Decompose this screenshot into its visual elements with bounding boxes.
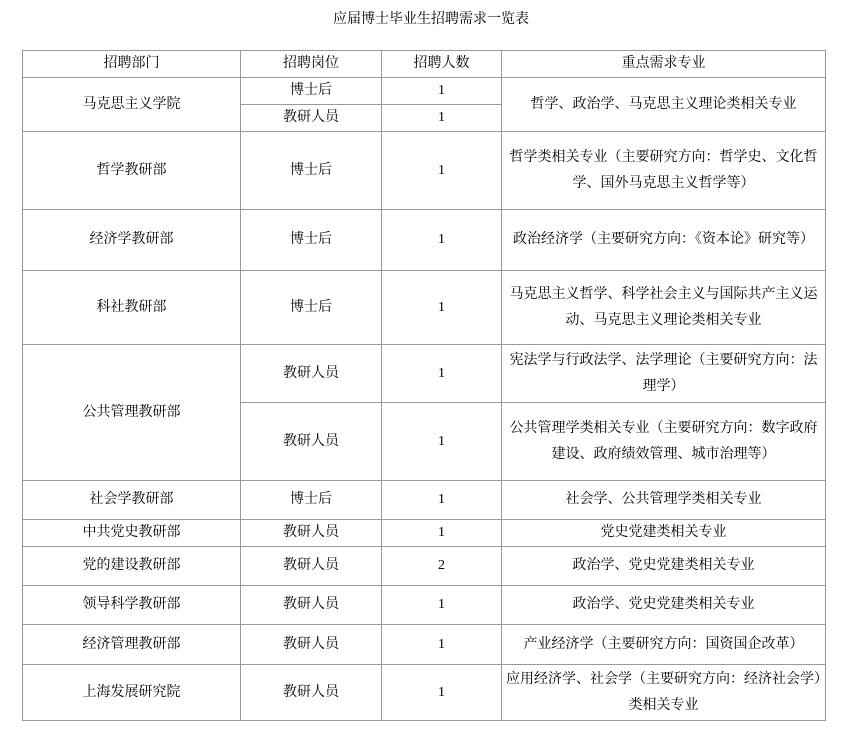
table-cell: 1 — [382, 78, 502, 105]
table-cell: 1 — [382, 665, 502, 721]
table-row — [23, 520, 826, 547]
table-cell: 教研人员 — [241, 665, 382, 721]
table-cell: 党的建设教研部 — [23, 547, 241, 586]
table-row — [23, 665, 826, 721]
column-header: 招聘岗位 — [241, 51, 382, 78]
table-row — [23, 271, 826, 345]
column-header: 重点需求专业 — [502, 51, 826, 78]
table-cell: 1 — [382, 105, 502, 132]
table-cell: 中共党史教研部 — [23, 520, 241, 547]
table-cell: 政治学、党史党建类相关专业 — [502, 586, 826, 625]
table-cell: 博士后 — [241, 481, 382, 520]
table-cell: 社会学教研部 — [23, 481, 241, 520]
table-cell: 教研人员 — [241, 520, 382, 547]
table-cell: 1 — [382, 210, 502, 271]
table-row — [23, 78, 826, 105]
table-cell: 哲学、政治学、马克思主义理论类相关专业 — [502, 78, 826, 132]
table-cell: 1 — [382, 403, 502, 481]
table-header — [23, 51, 826, 78]
table-cell: 公共管理教研部 — [23, 345, 241, 481]
table-row — [23, 132, 826, 210]
column-header: 招聘人数 — [382, 51, 502, 78]
table-cell: 马克思主义学院 — [23, 78, 241, 132]
table-row — [23, 481, 826, 520]
table-cell: 1 — [382, 625, 502, 665]
table-cell: 政治学、党史党建类相关专业 — [502, 547, 826, 586]
table-cell: 教研人员 — [241, 547, 382, 586]
table-cell: 上海发展研究院 — [23, 665, 241, 721]
table-cell: 博士后 — [241, 271, 382, 345]
table-cell: 1 — [382, 520, 502, 547]
table-cell: 应用经济学、社会学（主要研究方向：经济社会学）类相关专业 — [502, 665, 826, 721]
table-cell: 科社教研部 — [23, 271, 241, 345]
recruitment-table — [22, 50, 826, 721]
header-row — [23, 51, 826, 78]
table-body — [23, 78, 826, 721]
table-cell: 博士后 — [241, 210, 382, 271]
table-cell: 哲学类相关专业（主要研究方向：哲学史、文化哲学、国外马克思主义哲学等） — [502, 132, 826, 210]
table-row — [23, 547, 826, 586]
table-cell: 博士后 — [241, 78, 382, 105]
table-row — [23, 210, 826, 271]
column-header: 招聘部门 — [23, 51, 241, 78]
table-cell: 教研人员 — [241, 625, 382, 665]
table-cell: 1 — [382, 586, 502, 625]
table-cell: 教研人员 — [241, 586, 382, 625]
table-cell: 2 — [382, 547, 502, 586]
table-row — [23, 586, 826, 625]
table-cell: 博士后 — [241, 132, 382, 210]
table-cell: 政治经济学（主要研究方向：《资本论》研究等） — [502, 210, 826, 271]
table-cell: 哲学教研部 — [23, 132, 241, 210]
table-cell: 马克思主义哲学、科学社会主义与国际共产主义运动、马克思主义理论类相关专业 — [502, 271, 826, 345]
table-row — [23, 345, 826, 403]
table-cell: 宪法学与行政法学、法学理论（主要研究方向：法理学） — [502, 345, 826, 403]
table-cell: 经济管理教研部 — [23, 625, 241, 665]
table-cell: 1 — [382, 481, 502, 520]
table-cell: 教研人员 — [241, 105, 382, 132]
table-cell: 领导科学教研部 — [23, 586, 241, 625]
table-cell: 产业经济学（主要研究方向：国资国企改革） — [502, 625, 826, 665]
table-cell: 党史党建类相关专业 — [502, 520, 826, 547]
table-cell: 1 — [382, 271, 502, 345]
table-cell: 教研人员 — [241, 345, 382, 403]
table-cell: 经济学教研部 — [23, 210, 241, 271]
table-cell: 社会学、公共管理学类相关专业 — [502, 481, 826, 520]
table-cell: 1 — [382, 345, 502, 403]
page-title: 应届博士毕业生招聘需求一览表 — [333, 12, 529, 27]
table-cell: 教研人员 — [241, 403, 382, 481]
table-row — [23, 625, 826, 665]
table-cell: 1 — [382, 132, 502, 210]
table-cell: 公共管理学类相关专业（主要研究方向：数字政府建设、政府绩效管理、城市治理等） — [502, 403, 826, 481]
